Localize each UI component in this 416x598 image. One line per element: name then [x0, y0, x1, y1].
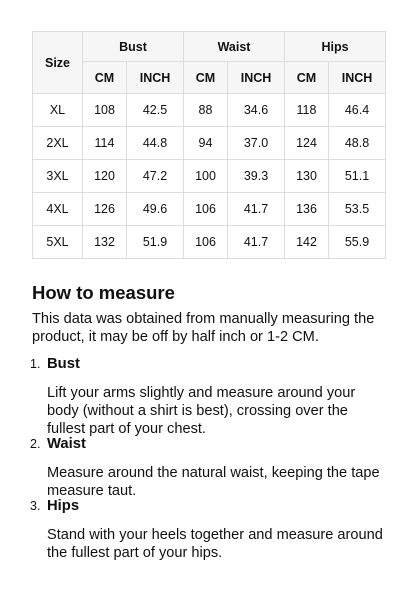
table-cell: 49.6: [127, 193, 184, 226]
step-text: Measure around the natural waist, keeping the tape measure taut.: [47, 465, 380, 499]
hips-header: Hips: [285, 32, 386, 62]
table-cell: 34.6: [228, 94, 285, 127]
table-cell: 88: [184, 94, 228, 127]
list-item: [30, 436, 390, 498]
table-row: [33, 226, 386, 259]
waist-cm-header: CM: [184, 62, 228, 94]
hips-inch-header: INCH: [329, 62, 386, 94]
table-cell: 100: [184, 160, 228, 193]
table-cell: 51.9: [127, 226, 184, 259]
step-number: 2.: [30, 437, 41, 451]
table-cell: 55.9: [329, 226, 386, 259]
waist-inch-header: INCH: [228, 62, 285, 94]
table-cell: 41.7: [228, 193, 285, 226]
table-row: [33, 94, 386, 127]
table-cell: 118: [285, 94, 329, 127]
table-row: [33, 193, 386, 226]
step-title: Hips: [47, 498, 80, 514]
table-cell: 106: [184, 193, 228, 226]
size-cell: 2XL: [33, 127, 83, 160]
table-cell: 39.3: [228, 160, 285, 193]
bust-inch-header: INCH: [127, 62, 184, 94]
table-cell: 136: [285, 193, 329, 226]
table-cell: 132: [83, 226, 127, 259]
list-item: [30, 498, 390, 560]
step-title: Waist: [47, 436, 86, 452]
table-cell: 114: [83, 127, 127, 160]
step-number: 3.: [30, 499, 41, 513]
table-cell: 42.5: [127, 94, 184, 127]
table-cell: 94: [184, 127, 228, 160]
table-cell: 48.8: [329, 127, 386, 160]
table-cell: 126: [83, 193, 127, 226]
size-cell: XL: [33, 94, 83, 127]
measure-steps-list: [30, 356, 390, 560]
table-cell: 47.2: [127, 160, 184, 193]
step-text: Lift your arms slightly and measure around your body (without a shirt is best), crossing over the fullest part of your chest.: [47, 385, 356, 437]
step-title: Bust: [47, 356, 80, 372]
table-cell: 46.4: [329, 94, 386, 127]
list-item: [30, 356, 390, 436]
bust-cm-header: CM: [83, 62, 127, 94]
table-cell: 130: [285, 160, 329, 193]
waist-header: Waist: [184, 32, 285, 62]
bust-header: Bust: [83, 32, 184, 62]
table-cell: 124: [285, 127, 329, 160]
hips-cm-header: CM: [285, 62, 329, 94]
table-cell: 108: [83, 94, 127, 127]
table-row: [33, 160, 386, 193]
table-cell: 142: [285, 226, 329, 259]
table-cell: 37.0: [228, 127, 285, 160]
size-cell: 5XL: [33, 226, 83, 259]
step-number: 1.: [30, 357, 41, 371]
table-cell: 120: [83, 160, 127, 193]
table-cell: 53.5: [329, 193, 386, 226]
how-to-measure-title: How to measure: [32, 282, 175, 303]
table-cell: 44.8: [127, 127, 184, 160]
size-cell: 4XL: [33, 193, 83, 226]
table-cell: 106: [184, 226, 228, 259]
table-cell: 41.7: [228, 226, 285, 259]
size-chart-table: [32, 31, 386, 259]
size-header: Size: [33, 32, 83, 94]
size-cell: 3XL: [33, 160, 83, 193]
measure-intro: This data was obtained from manually measuring the product, it may be off by half inch or 1-2 CM.: [32, 311, 375, 345]
step-text: Stand with your heels together and measure around the fullest part of your hips.: [47, 527, 383, 561]
table-row: [33, 127, 386, 160]
table-cell: 51.1: [329, 160, 386, 193]
